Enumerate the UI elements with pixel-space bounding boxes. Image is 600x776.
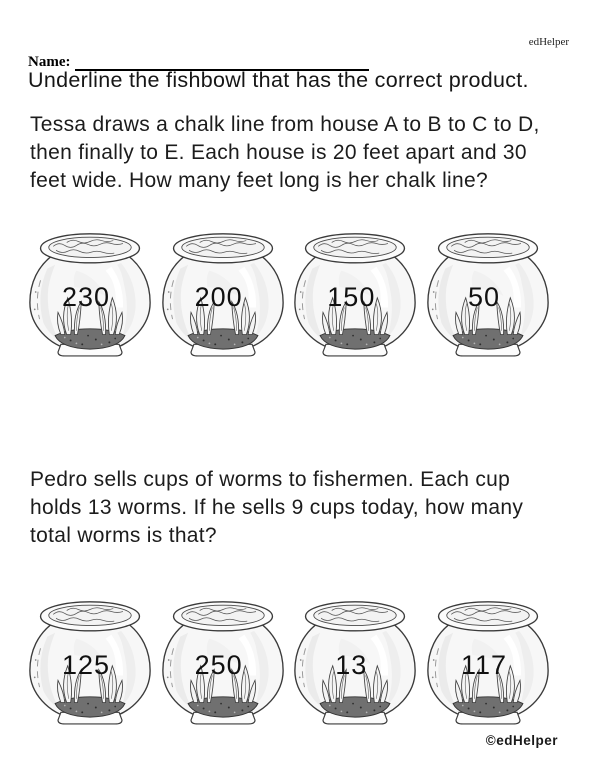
problem-line: Tessa draws a chalk line from house A to B to C to D, xyxy=(30,113,540,136)
problem-line: total worms is that? xyxy=(30,524,217,547)
problem-line: feet wide. How many feet long is her chalk line? xyxy=(30,169,488,192)
problem-2-answer-row xyxy=(26,590,552,730)
fishbowl-value: 117 xyxy=(460,650,507,680)
problem-1-text xyxy=(30,111,586,195)
fishbowl-option[interactable] xyxy=(424,222,552,360)
problem-line: holds 13 worms. If he sells 9 cups today, how many xyxy=(30,496,524,519)
fishbowl-option[interactable] xyxy=(26,590,154,728)
fishbowl-option[interactable] xyxy=(159,590,287,728)
problem-2-text xyxy=(30,466,586,550)
fishbowl-value: 230 xyxy=(61,282,111,312)
fishbowl-value: 150 xyxy=(327,282,376,312)
fishbowl-option[interactable] xyxy=(291,590,419,728)
fishbowl-value: 250 xyxy=(194,650,243,680)
problem-line: Pedro sells cups of worms to fishermen. Each cup xyxy=(30,468,511,491)
fishbowl-value: 200 xyxy=(194,282,243,312)
fishbowl-option[interactable] xyxy=(424,590,552,728)
fishbowl-option[interactable] xyxy=(26,222,154,360)
problem-1-answer-row xyxy=(26,222,552,362)
fishbowl-value: 13 xyxy=(335,650,368,680)
fishbowl-option[interactable] xyxy=(291,222,419,360)
copyright-footer: ©edHelper xyxy=(485,733,558,748)
worksheet-instruction: Underline the fishbowl that has the correct product. xyxy=(28,68,529,92)
name-label: Name: xyxy=(28,54,71,70)
fishbowl-option[interactable] xyxy=(159,222,287,360)
fishbowl-value: 125 xyxy=(61,650,111,680)
fishbowl-value: 50 xyxy=(467,282,500,312)
brand-header: edHelper xyxy=(528,36,569,48)
problem-line: then finally to E. Each house is 20 feet apart and 30 xyxy=(30,141,527,164)
